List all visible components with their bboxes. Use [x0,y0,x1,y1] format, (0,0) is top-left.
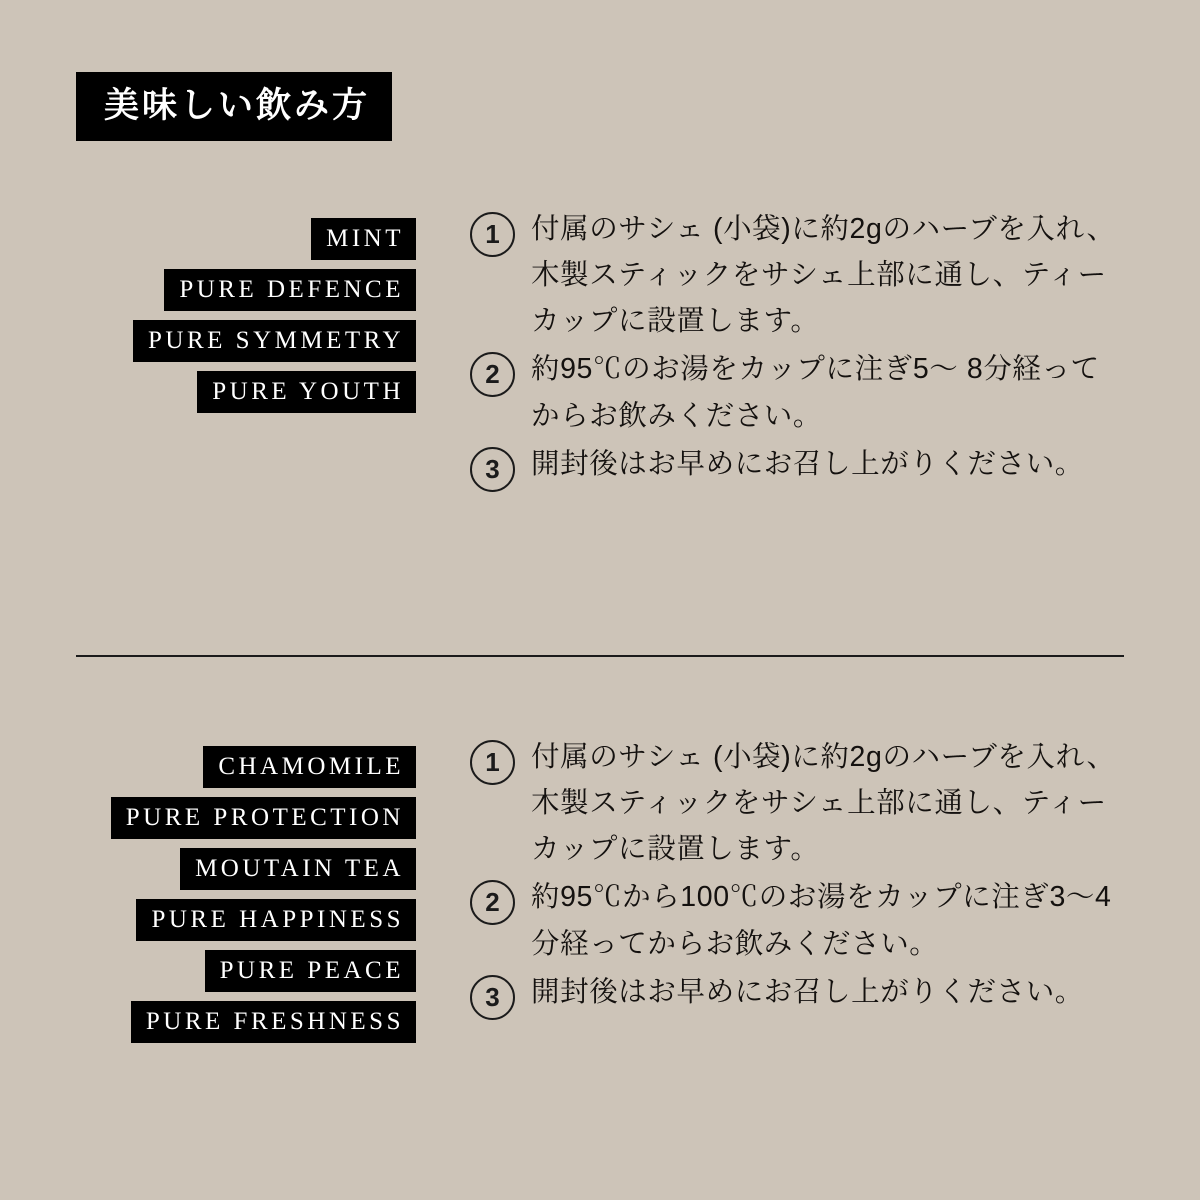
step-number-badge: 1 [470,212,515,257]
product-tag: PURE SYMMETRY [133,320,416,362]
step-item [470,206,1124,344]
step-list-2 [416,728,1124,1022]
product-tag: PURE PROTECTION [111,797,416,839]
step-item [470,969,1124,1020]
step-text: 開封後はお早めにお召し上がりください。 [531,975,1084,1008]
page-header [76,72,392,141]
product-tag: PURE DEFENCE [164,269,416,311]
step-number-badge: 2 [470,352,515,397]
step-item [470,346,1124,438]
tag-list-1 [76,200,416,422]
product-tag: CHAMOMILE [203,746,416,788]
brew-section-chamomile [76,728,1124,1052]
step-text: 付属のサシェ (小袋)に約2gのハーブを入れ、木製スティックをサシェ上部に通し、ティーカップに設置します。 [531,741,1116,866]
section-divider [76,655,1124,657]
step-item [470,734,1124,872]
page-title: 美味しい飲み方 [76,72,392,141]
product-tag: PURE YOUTH [197,371,416,413]
tag-list-2 [76,728,416,1052]
step-number-badge: 3 [470,447,515,492]
step-number-badge: 2 [470,880,515,925]
product-tag: PURE HAPPINESS [136,899,416,941]
brew-section-mint [76,200,1124,494]
product-tag: MINT [311,218,416,260]
product-tag: MOUTAIN TEA [180,848,416,890]
step-number-badge: 1 [470,740,515,785]
step-text: 約95℃のお湯をカップに注ぎ5〜 8分経ってからお飲みください。 [531,353,1100,432]
step-list-1 [416,200,1124,494]
step-item [470,441,1124,492]
step-item [470,874,1124,966]
step-text: 約95℃から100℃のお湯をカップに注ぎ3〜4分経ってからお飲みください。 [531,881,1112,960]
step-text: 付属のサシェ (小袋)に約2gのハーブを入れ、木製スティックをサシェ上部に通し、ティーカップに設置します。 [531,213,1116,338]
product-tag: PURE FRESHNESS [131,1001,416,1043]
product-tag: PURE PEACE [205,950,416,992]
step-number-badge: 3 [470,975,515,1020]
step-text: 開封後はお早めにお召し上がりください。 [531,447,1084,480]
